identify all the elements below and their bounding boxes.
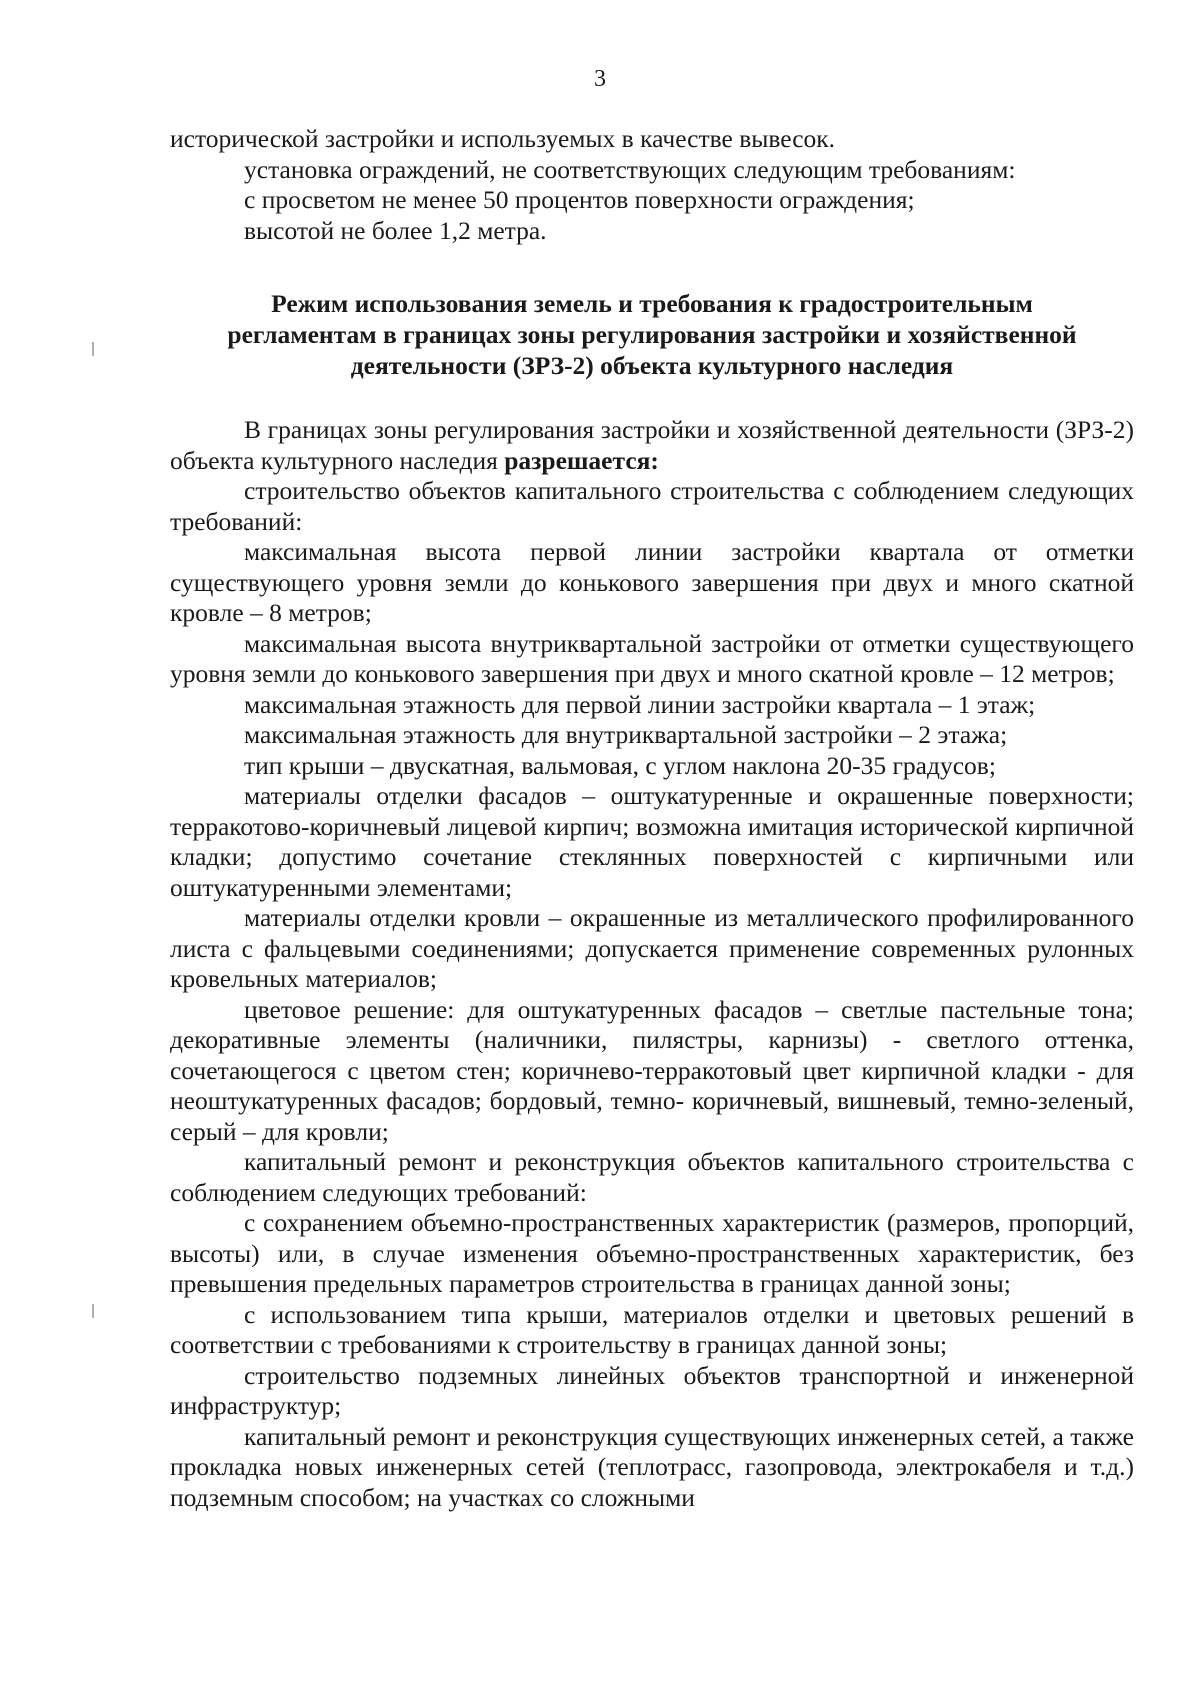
page-number: 3 — [594, 66, 606, 92]
intro-fence-clearance: с просветом не менее 50 процентов поверхности ограждения; — [244, 185, 915, 214]
paragraph-floors-inner: максимальная этажность для внутриквартальной застройки – 2 этажа; — [244, 720, 1008, 749]
document-body — [170, 124, 1134, 1513]
section-heading-line-3: деятельности (ЗРЗ-2) объекта культурного наследия — [350, 351, 954, 380]
paragraph-permitted — [170, 415, 1134, 476]
paragraph-roof-materials: материалы отделки кровли – окрашенные из металлического профилированного листа с фальцевыми соединениями; допускается применение современных рулонных кровельных материалов; — [170, 903, 1134, 993]
intro-fence-height: высотой не более 1,2 метра. — [244, 215, 547, 245]
intro-fence-requirement: установка ограждений, не соответствующих следующим требованиям: — [244, 154, 1016, 184]
scan-artifact-mark — [92, 1304, 94, 1318]
paragraph-permitted-text: В границах зоны регулирования застройки и хозяйственной деятельности (ЗРЗ-2) объекта культурного наследия — [170, 415, 1134, 475]
paragraph-construction: строительство объектов капитального строительства с соблюдением следующих требований: — [170, 476, 1134, 536]
paragraph-color-scheme: цветовое решение: для оштукатуренных фасадов – светлые пастельные тона; декоративные элементы (наличники, пилястры, карнизы) - светлого оттенка, сочетающегося с цветом стен; коричнево-терракотовый цвет кирпичной кладки - для неоштукатуренных фасадов; бордовый, темно- коричневый, вишневый, темно-зеленый, серый – для кровли; — [170, 994, 1134, 1146]
scan-artifact-mark — [92, 342, 94, 356]
section-heading — [170, 288, 1134, 381]
paragraph-preserve-volume: с сохранением объемно-пространственных характеристик (размеров, пропорций, высоты) или, в случае изменения объемно-пространственных характеристик, без превышения предельных параметров строительства в границах данной зоны; — [170, 1208, 1134, 1298]
paragraph-max-height-first-line: максимальная высота первой линии застройки квартала от отметки существующего уровня земли до конькового завершения при двух и много скатной кровле – 8 метров; — [170, 537, 1134, 627]
section-heading-line-2: регламентам в границах зоны регулирования застройки и хозяйственной — [227, 320, 1077, 349]
paragraph-facade-materials: материалы отделки фасадов – оштукатуренные и окрашенные поверхности; терракотово-коричневый лицевой кирпич; возможна имитация исторической кирпичной кладки; допустимо сочетание стеклянных поверхностей с кирпичными или оштукатуренными элементами; — [170, 781, 1134, 902]
paragraph-permitted-bold: разрешается: — [504, 445, 659, 475]
paragraph-roof-finish-colors: с использованием типа крыши, материалов отделки и цветовых решений в соответствии с требованиями к строительству в границах данной зоны; — [170, 1299, 1134, 1359]
paragraph-capital-repair: капитальный ремонт и реконструкция объектов капитального строительства с соблюдением следующих требований: — [170, 1147, 1134, 1207]
paragraph-roof-type: тип крыши – двускатная, вальмовая, с углом наклона 20-35 градусов; — [244, 750, 996, 780]
paragraph-engineering-networks: капитальный ремонт и реконструкция существующих инженерных сетей, а также прокладка новых инженерных сетей (теплотрасс, газопровода, электрокабеля и т.д.) подземным способом; на участках со сложными — [170, 1421, 1134, 1512]
section-heading-line-1: Режим использования земель и требования к градостроительным — [271, 289, 1033, 318]
paragraph-max-height-inner: максимальная высота внутриквартальной застройки от отметки существующего уровня земли до конькового завершения при двух и много скатной кровле – 12 метров; — [170, 628, 1134, 688]
paragraph-underground-infrastructure: строительство подземных линейных объектов транспортной и инженерной инфраструктур; — [170, 1360, 1134, 1420]
intro-line-continuation: исторической застройки и используемых в качестве вывесок. — [170, 124, 836, 153]
paragraph-floors-first-line: максимальная этажность для первой линии застройки квартала – 1 этаж; — [244, 689, 1036, 719]
